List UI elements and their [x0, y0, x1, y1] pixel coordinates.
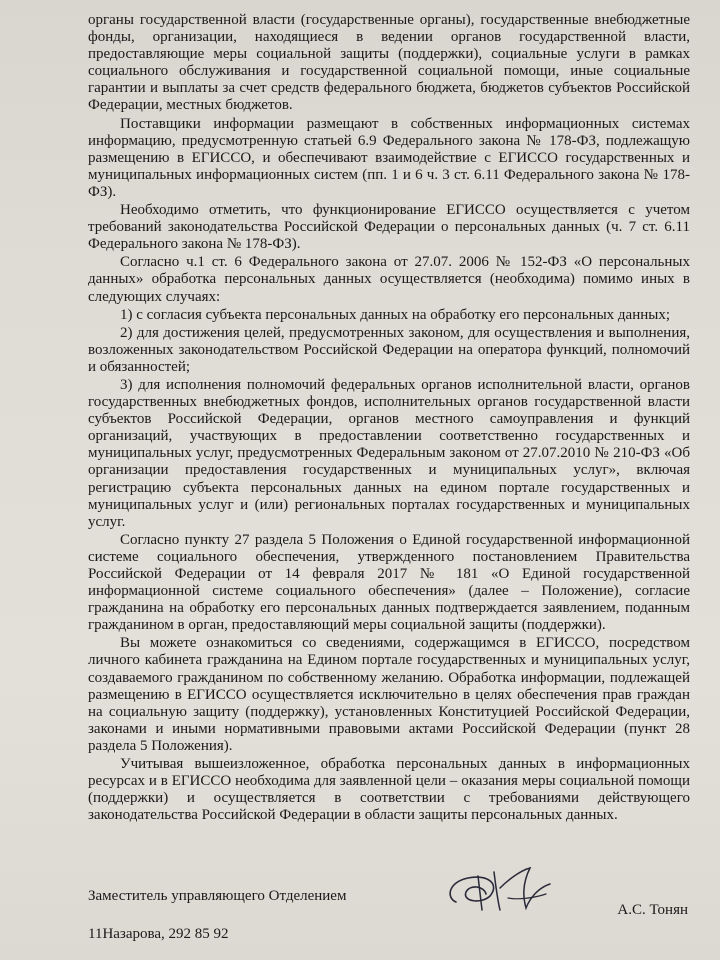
list-item-3: 3) для исполнения полномочий федеральных органов исполнительной власти, органов государственных внебюджетных фондов, исполнительных органов государственной власти субъектов Российской Федерации, органов местного самоуправления и функций организаций, участвующих в предоставлении соответственно государственных и муниципальных услуг, предусмотренных Федеральным законом от 27.07.2010 № 210-ФЗ «Об организации предоставления государственных и муниципальных услуг», включая регистрацию субъекта персональных данных на едином портале государственных и муниципальных услуг и (или) региональных порталах государственных и муниципальных услуг.: [88, 376, 690, 530]
paragraph-5: Согласно пункту 27 раздела 5 Положения о Единой государственной информационной системе социального обеспечения, утвержденного постановлением Правительства Российской Федерации от 14 февраля 2017 № 181 «О Единой государственной информационной системе социального обеспечения» (далее – Положение), согласие гражданина на обработку его персональных данных подтверждается заявлением, поданным гражданином в орган, предоставляющий меры социальной защиты (поддержки).: [88, 531, 690, 634]
signature-block: [88, 886, 698, 926]
paragraph-4: Согласно ч.1 ст. 6 Федерального закона от 27.07. 2006 № 152-ФЗ «О персональных данных» обработка персональных данных осуществляется (необходима) помимо иных в следующих случаях:: [88, 254, 690, 305]
paragraph-1: органы государственной власти (государственные органы), государственные внебюджетные фонды, организации, находящиеся в ведении органов государственной власти, предоставляющие меры социальной защиты (поддержки), социальные услуги в рамках социального обслуживания и государственной социальной помощи, иные социальные гарантии и выплаты за счет средств федерального бюджета, бюджетов субъектов Российской Федерации, местных бюджетов.: [88, 12, 690, 114]
paragraph-3: Необходимо отметить, что функционирование ЕГИССО осуществляется с учетом требований законодательства Российской Федерации о персональных данных (ч. 7 ст. 6.11 Федерального закона № 178-ФЗ).: [88, 202, 690, 253]
paragraph-7: Учитывая вышеизложенное, обработка персональных данных в информационных ресурсах и в ЕГИССО необходима для заявленной цели – оказания меры социальной помощи (поддержки) и осуществляется в соответствии с требованиями действующего законодательства Российской Федерации в области защиты персональных данных.: [88, 756, 690, 824]
paragraph-6: Вы можете ознакомиться со сведениями, содержащимся в ЕГИССО, посредством личного кабинета гражданина на Едином портале государственных и муниципальных услуг, создаваемого гражданином по собственному желанию. Обработка информации, подлежащей размещению в ЕГИССО осуществляется исключительно в целях обеспечения прав граждан на социальную защиту (поддержку), установленных Конституцией Российской Федерации, законами и иными нормативными правовыми актами Российской Федерации (пункт 28 раздела 5 Положения).: [88, 635, 690, 754]
position-title: Заместитель управляющего Отделением: [88, 888, 347, 904]
list-item-2: 2) для достижения целей, предусмотренных законом, для осуществления и выполнения, возложенных законодательством Российской Федерации на оператора функций, полномочий и обязанностей;: [88, 324, 690, 375]
contact-info: 11Назарова, 292 85 92: [88, 926, 229, 942]
handwritten-signature: [438, 858, 568, 928]
list-item-1: 1) с согласия субъекта персональных данных на обработку его персональных данных;: [120, 306, 671, 323]
signer-name: А.С. Тонян: [617, 902, 688, 918]
paragraph-2: Поставщики информации размещают в собственных информационных системах информацию, предусмотренную статьей 6.9 Федерального закона № 178-ФЗ, подлежащую размещению в ЕГИССО, и обеспечивают взаимодействие с ЕГИССО государственных и муниципальных информационных систем (пп. 1 и 6 ч. 3 ст. 6.11 Федерального закона № 178-ФЗ).: [88, 115, 690, 200]
